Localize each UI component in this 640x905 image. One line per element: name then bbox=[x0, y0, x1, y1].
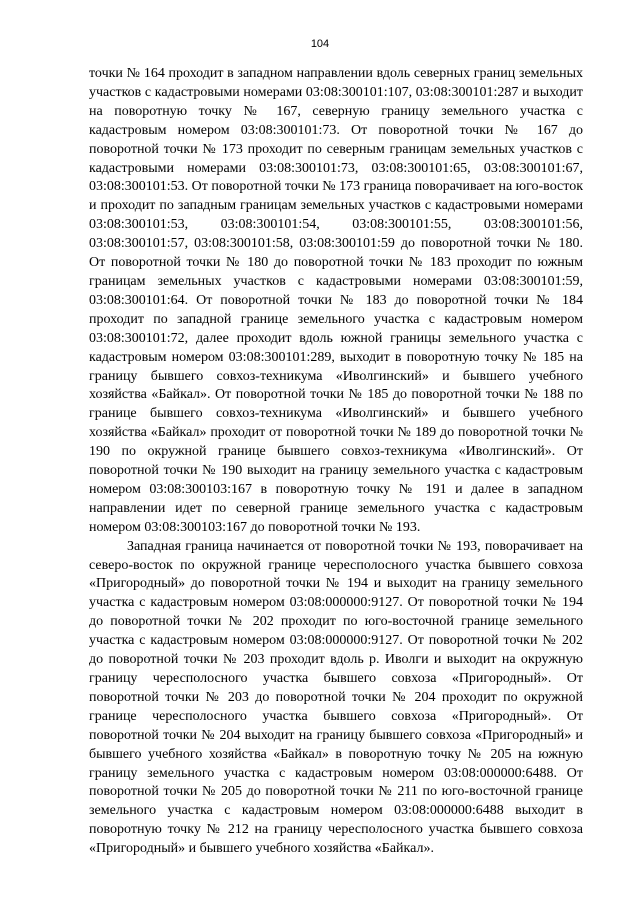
page-number: 104 bbox=[310, 38, 330, 50]
document-body bbox=[89, 65, 583, 859]
paragraph: Западная граница начинается от поворотной точки № 193, поворачивает на северо-восток по окружной границе чересполосного участка бывшего совхоза «Пригородный» до поворотной точки № 194 и выходит на границу земельного участка с кадастровым номером 03:08:000000:9127. От поворотной точки № 194 до поворотной точки № 202 проходит по юго-восточной границе земельного участка с кадастровым номером 03:08:000000:9127. От поворотной точки № 202 до поворотной точки № 203 проходит вдоль р. Иволги и выходит на окружную границу чересполосного участка бывшего совхоза «Пригородный». От поворотной точки № 203 до поворотной точки № 204 проходит по окружной границе чересполосного участка бывшего совхоза «Пригородный». От поворотной точки № 204 выходит на границу бывшего совхоза «Пригородный» и бывшего учебного хозяйства «Байкал» в поворотную точку № 205 на южную границу земельного участка с кадастровым номером 03:08:000000:6488. От поворотной точки № 205 до поворотной точки № 211 по юго-восточной границе земельного участка с кадастровым номером 03:08:000000:6488 выходит в поворотную точку № 212 на границу чересполосного участка бывшего совхоза «Пригородный» и бывшего учебного хозяйства «Байкал». bbox=[89, 538, 583, 857]
paragraph: точки № 164 проходит в западном направлении вдоль северных границ земельных участков с кадастровыми номерами 03:08:300101:107, 03:08:300101:287 и выходит на поворотную точку № 167, северную границу земельного участка с кадастровым номером 03:08:300101:73. От поворотной точки № 167 до поворотной точки № 173 проходит по северным границам земельных участков с кадастровыми номерами 03:08:300101:73, 03:08:300101:65, 03:08:300101:67, 03:08:300101:53. От поворотной точки № 173 граница поворачивает на юго-восток и проходит по западным границам земельных участков с кадастровыми номерами 03:08:300101:53, 03:08:300101:54, 03:08:300101:55, 03:08:300101:56, 03:08:300101:57, 03:08:300101:58, 03:08:300101:59 до поворотной точки № 180. От поворотной точки № 180 до поворотной точки № 183 проходит по южным границам земельных участков с кадастровыми номерами 03:08:300101:59, 03:08:300101:64. От поворотной точки № 183 до поворотной точки № 184 проходит по западной границе земельного участка с кадастровым номером 03:08:300101:72, далее проходит вдоль южной границы земельного участка с кадастровым номером 03:08:300101:289, выходит в поворотную точку № 185 на границу бывшего совхоз-техникума «Иволгинский» и бывшего учебного хозяйства «Байкал». От поворотной точки № 185 до поворотной точки № 188 по границе бывшего совхоз-техникума «Иволгинский» и бывшего учебного хозяйства «Байкал» проходит от поворотной точки № 189 до поворотной точки № 190 по окружной границе бывшего совхоз-техникума «Иволгинский». От поворотной точки № 190 выходит на границу земельного участка с кадастровым номером 03:08:300103:167 в поворотную точку № 191 и далее в западном направлении идет по северной границе земельного участка с кадастровым номером 03:08:300103:167 до поворотной точки № 193. bbox=[89, 66, 583, 535]
